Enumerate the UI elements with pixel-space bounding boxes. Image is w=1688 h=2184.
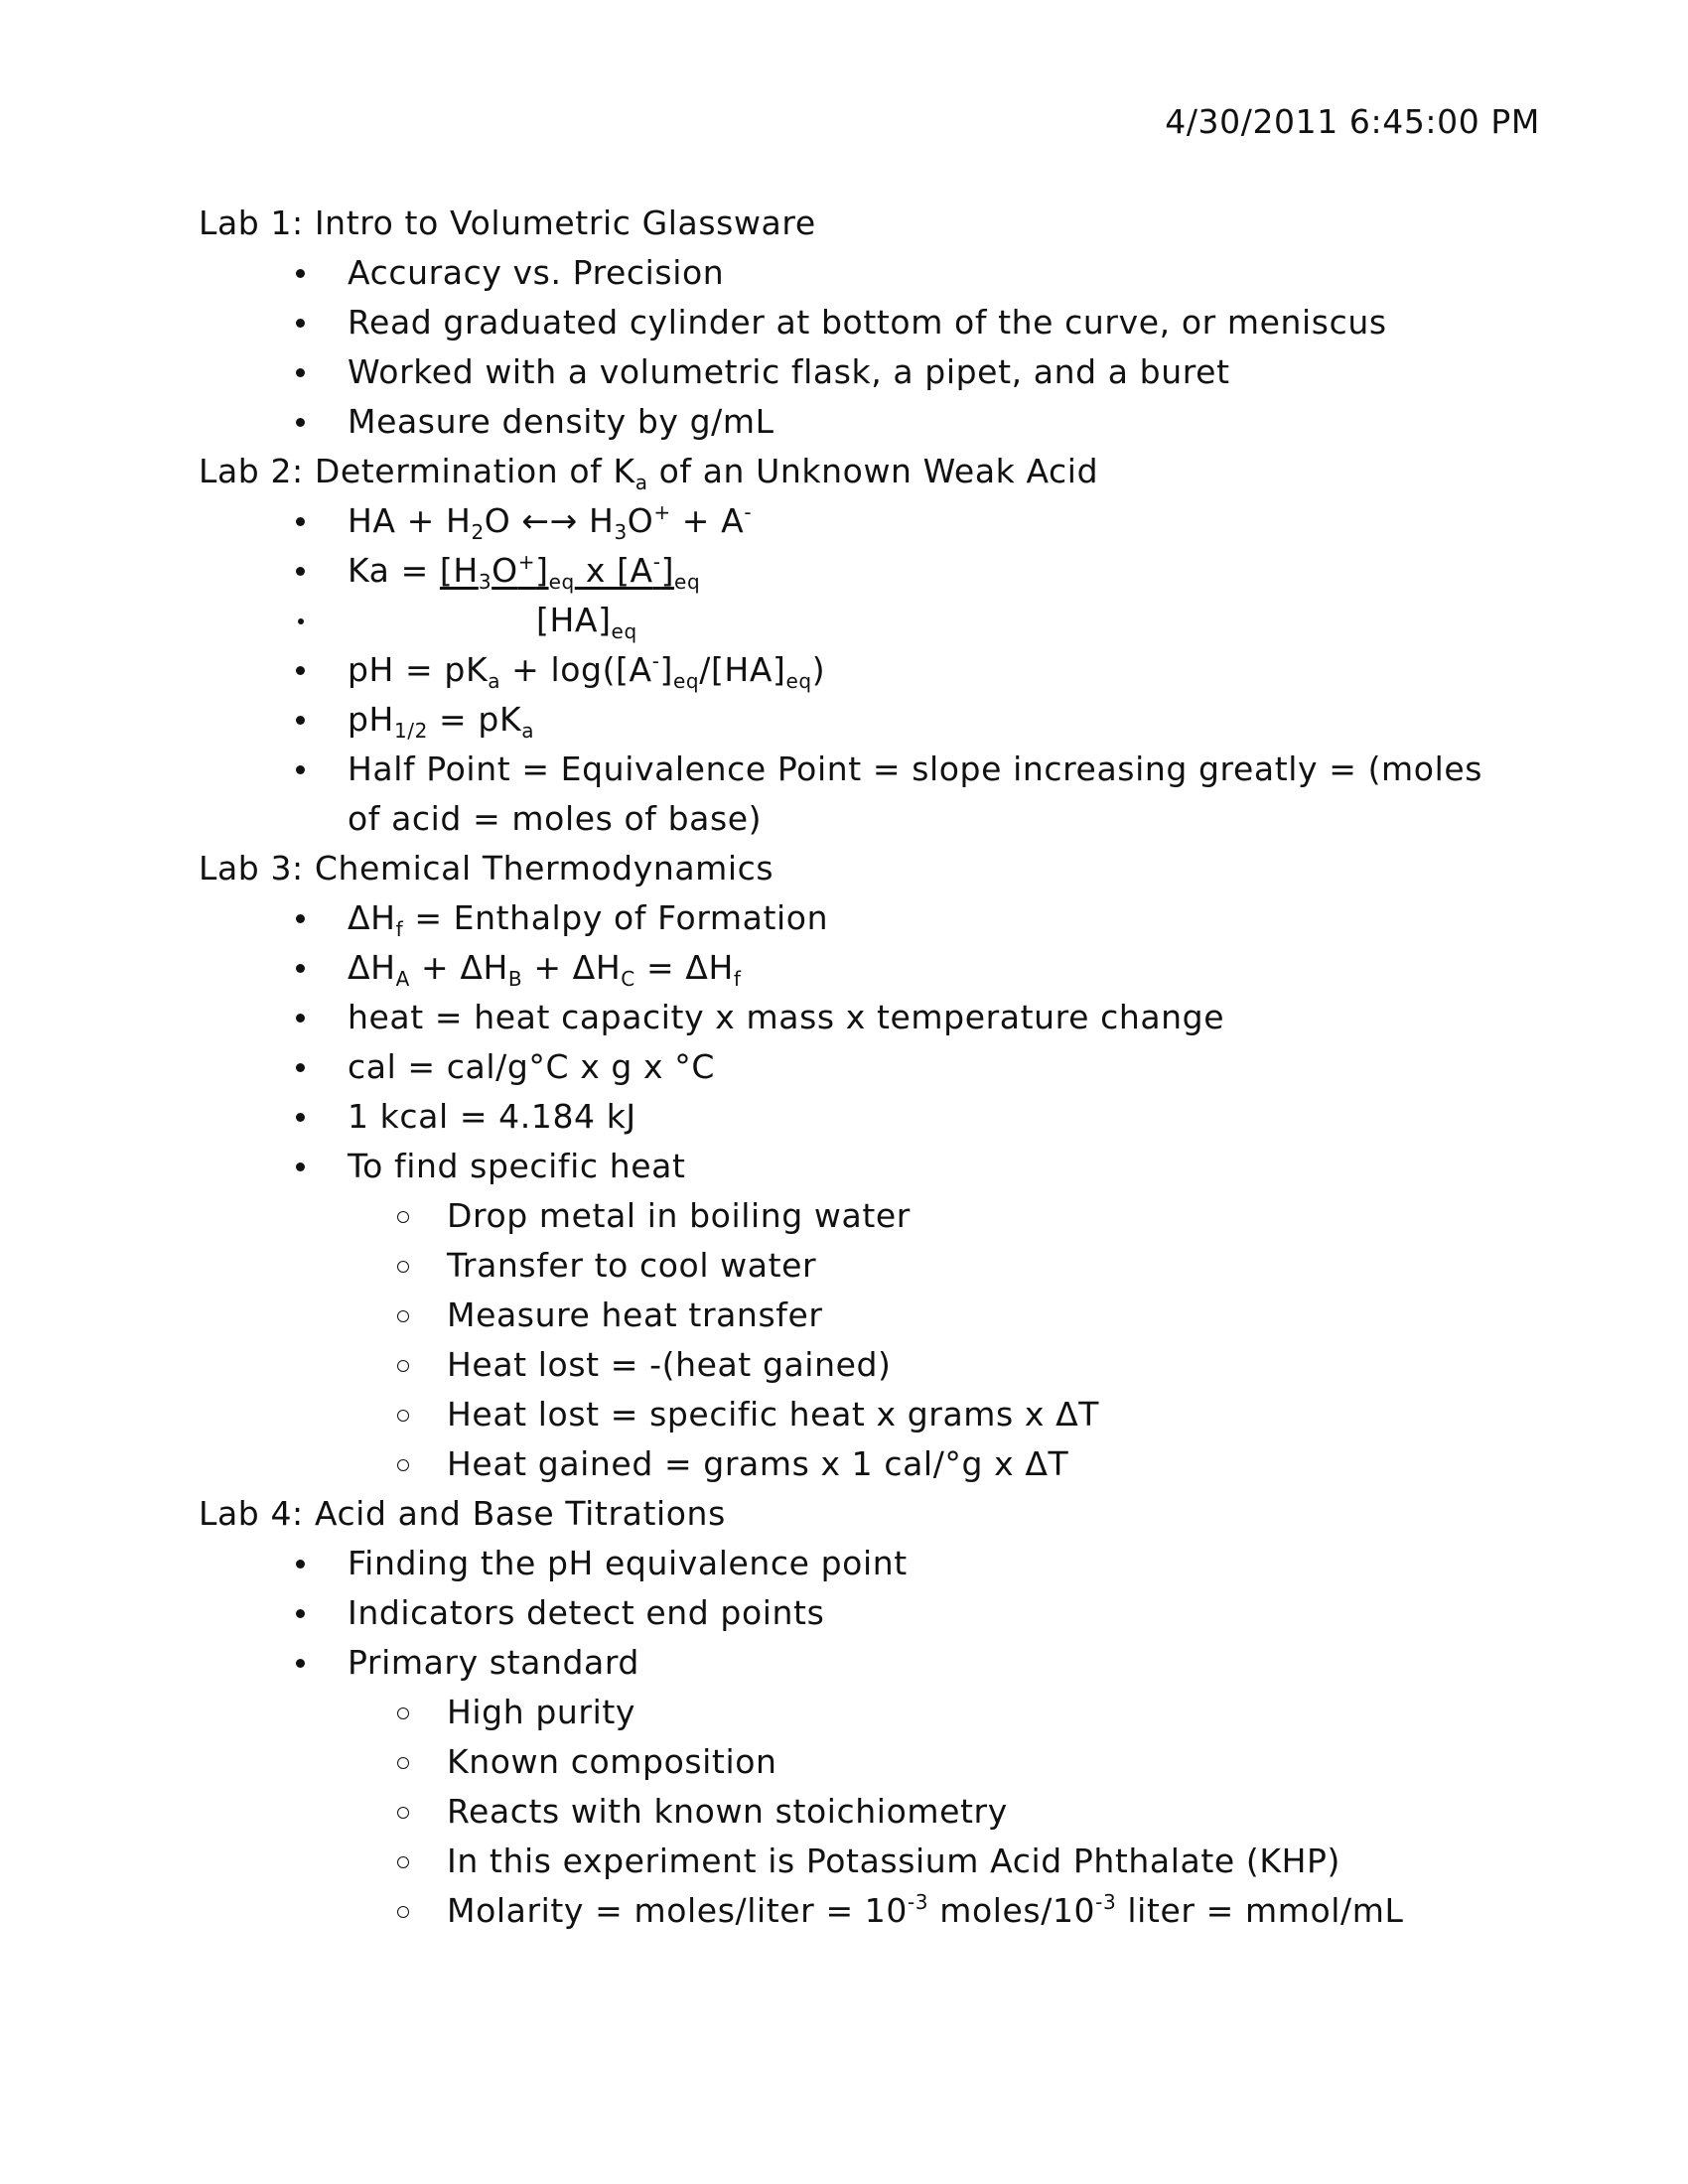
- bullet-icon: [296, 765, 305, 774]
- bullet-icon: [296, 1609, 305, 1618]
- circle-bullet-icon: [397, 1410, 409, 1422]
- bullet-icon: [298, 618, 304, 624]
- list-item: Worked with a volumetric flask, a pipet, and a buret: [199, 347, 1529, 397]
- list-item: Half Point = Equivalence Point = slope increasing greatly = (moles of acid = moles of base): [199, 745, 1529, 844]
- enthalpy-formation: $\Delta H_f$ = Enthalpy of Formation: [199, 893, 1529, 943]
- bullet-icon: [296, 716, 305, 725]
- list-item: To find specific heat: [199, 1142, 1529, 1191]
- bullet-icon: [296, 269, 305, 278]
- circle-bullet-icon: [397, 1807, 409, 1819]
- bullet-icon: [296, 1659, 305, 1668]
- reaction-equation: HA + $H_2O$ ←→ $H_3O^+ + A^-$: [199, 496, 1529, 546]
- henderson-hasselbalch: pH = $pK_a + \log([A^-]_{eq}/[HA]_{eq})$: [199, 645, 1529, 695]
- circle-bullet-icon: [397, 1856, 409, 1868]
- ka-expression: $Ka = [H_3O^+]_{eq}$ x $[A^-]_{eq}$: [199, 546, 1529, 596]
- sub-list-item: Known composition: [199, 1737, 1529, 1787]
- bullet-icon: [296, 666, 305, 675]
- ka-denominator: $[HA]_{eq}$: [199, 596, 1529, 645]
- circle-bullet-icon: [397, 1459, 409, 1471]
- list-item: cal = cal/g°C x g x °C: [199, 1042, 1529, 1092]
- sub-list-item: High purity: [199, 1688, 1529, 1737]
- list-item: Read graduated cylinder at bottom of the curve, or meniscus: [199, 298, 1529, 347]
- bullet-icon: [296, 418, 305, 427]
- bullet-icon: [296, 517, 305, 526]
- circle-bullet-icon: [397, 1757, 409, 1769]
- sub-list-item: Reacts with known stoichiometry: [199, 1787, 1529, 1837]
- circle-bullet-icon: [397, 1211, 409, 1223]
- bullet-icon: [296, 368, 305, 377]
- sub-list-item: Measure heat transfer: [199, 1291, 1529, 1340]
- notes-content: [199, 199, 1529, 1936]
- circle-bullet-icon: [397, 1707, 409, 1719]
- lab4-heading: Lab 4: Acid and Base Titrations: [199, 1494, 726, 1533]
- list-item: heat = heat capacity x mass x temperature change: [199, 993, 1529, 1042]
- list-item: 1 kcal = 4.184 kJ: [199, 1092, 1529, 1142]
- lab3-heading: Lab 3: Chemical Thermodynamics: [199, 849, 774, 887]
- bullet-icon: [296, 1113, 305, 1122]
- list-item: Primary standard: [199, 1638, 1529, 1688]
- sub-list-item: Transfer to cool water: [199, 1241, 1529, 1291]
- bullet-icon: [296, 319, 305, 328]
- sub-list-item: Heat lost = -(heat gained): [199, 1340, 1529, 1390]
- list-item: Indicators detect end points: [199, 1588, 1529, 1638]
- circle-bullet-icon: [397, 1310, 409, 1322]
- bullet-icon: [296, 567, 305, 576]
- bullet-icon: [296, 914, 305, 923]
- circle-bullet-icon: [397, 1261, 409, 1273]
- ka-numerator: $[H_3O^+]_{eq}$ x $[A^-]_{eq}$: [439, 550, 701, 594]
- enthalpy-sum: $\Delta H_A + \Delta H_B + \Delta H_C = \Delta H_f$: [199, 943, 1529, 993]
- sub-list-item: Drop metal in boiling water: [199, 1191, 1529, 1241]
- bullet-icon: [296, 1014, 305, 1023]
- sub-list-item: In this experiment is Potassium Acid Phthalate (KHP): [199, 1837, 1529, 1886]
- sub-list-item: Heat gained = grams x 1 cal/°g x ΔT: [199, 1439, 1529, 1489]
- half-equivalence: $pH_{1/2} = pK_a$: [199, 695, 1529, 745]
- bullet-icon: [296, 1560, 305, 1569]
- circle-bullet-icon: [397, 1360, 409, 1372]
- bullet-icon: [296, 1162, 305, 1171]
- lab2-heading: Lab 2: Determination of $K_a$ of an Unknown Weak Acid: [199, 452, 1099, 494]
- list-item: Accuracy vs. Precision: [199, 248, 1529, 298]
- lab1-heading: Lab 1: Intro to Volumetric Glassware: [199, 204, 816, 242]
- list-item: Measure density by g/mL: [199, 397, 1529, 447]
- list-item: Finding the pH equivalence point: [199, 1539, 1529, 1588]
- molarity-formula: Molarity = moles/liter = $10^{-3}$ moles/$10^{-3}$ liter = mmol/mL: [199, 1886, 1529, 1936]
- circle-bullet-icon: [397, 1906, 409, 1918]
- timestamp: 4/30/2011 6:45:00 PM: [1165, 102, 1540, 141]
- sub-list-item: Heat lost = specific heat x grams x ΔT: [199, 1390, 1529, 1439]
- bullet-icon: [296, 1063, 305, 1072]
- bullet-icon: [296, 964, 305, 973]
